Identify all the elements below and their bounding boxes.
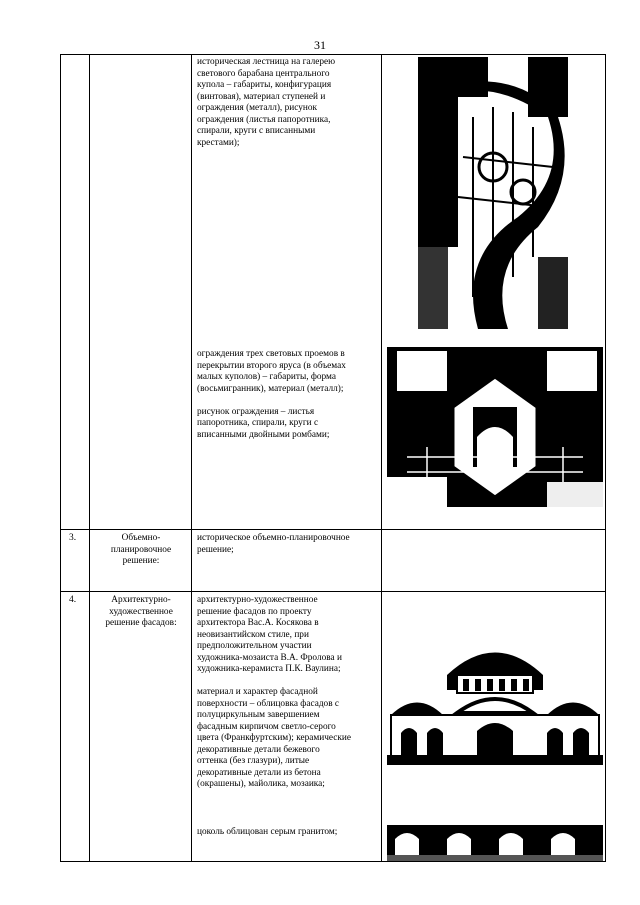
facade-photo [387,635,603,765]
staircase-description: историческая лестница на галерею светового барабана центрального купола – габариты, конфигурация (винтовая), материал ступеней и ограждения (металл), рисунок ограждения (листья папоротника, спирали, круги с вписанными крестами); [197,57,336,148]
planning-description: историческое объемно-планировочное решение; [197,533,350,555]
heritage-table [60,54,606,862]
row-number: 4. [69,595,77,605]
row-divider [61,529,605,530]
openings-railing-description: ограждения трех световых проемов в перекрытии второго яруса (в объемах малых куполов) – габариты, форма (восьмигранник), материал (металл); рисунок ограждения – листья папоротника, спирали, круги с вписанными двойными ромбами; [197,349,346,440]
page-number: 31 [314,38,326,52]
row-divider [61,591,605,592]
row-name: Архитектурно- художественное решение фасадов: [105,595,177,628]
railing-photo [387,347,603,507]
row-number: 3. [69,533,77,543]
row-name: Объемно- планировочное решение: [110,533,172,566]
column-divider [191,55,192,861]
facade-description: архитектурно-художественное решение фасадов по проекту архитектора Вас.А. Косякова в неовизантийском стиле, при предположительном участии художника-мозаиста В.А. Фролова и художника-керамиста П.К. Ваулина; материал и характер фасадной поверхности – облицовка фасадов с полуциркульным завершением фасадным кирпичом светло-серого цвета (Франкфуртским); керамические декоративные детали бежевого оттенка (без глазури), литые декоративные детали из бетона (окрашены), майолика, мозаика; [197,595,352,789]
column-divider [381,55,382,861]
column-divider [89,55,90,861]
plinth-photo [387,825,603,861]
staircase-photo [418,57,568,329]
plinth-description: цоколь облицован серым гранитом; [197,827,338,837]
